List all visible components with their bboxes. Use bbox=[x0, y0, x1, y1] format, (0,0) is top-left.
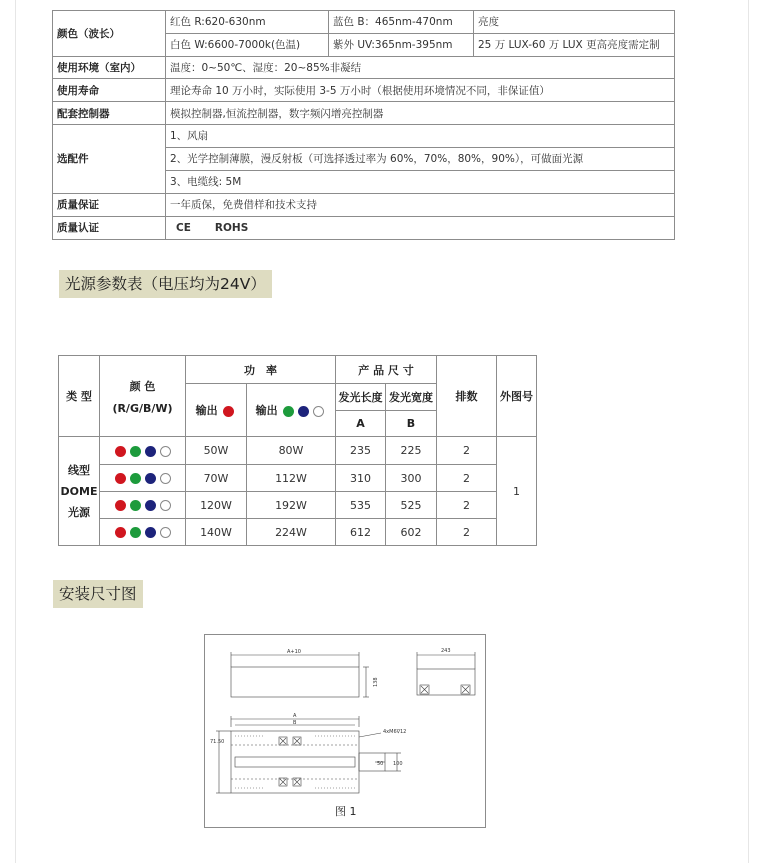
blue-dot-icon bbox=[145, 473, 156, 484]
col-color-sub: (R/G/B/W) bbox=[112, 401, 173, 415]
col-power-out1 bbox=[186, 384, 247, 437]
table-cell-p2: 80W bbox=[247, 437, 336, 465]
option-2: 2、光学控制薄膜，漫反射板（可选择透过率为 60%，70%，80%，90%），可做面光源 bbox=[166, 147, 675, 170]
col-color-label: 颜 色 bbox=[129, 379, 156, 393]
color-red: 红色 R:620-630nm bbox=[166, 11, 329, 34]
color-blue: 蓝色 B：465nm-470nm bbox=[329, 11, 474, 34]
cert-rohs: ROHS bbox=[214, 221, 249, 234]
col-fig: 外图号 bbox=[497, 356, 537, 437]
warranty-value: 一年质保，免费借样和技术支持 bbox=[166, 193, 675, 216]
env-header: 使用环境（室内） bbox=[53, 56, 166, 79]
dim-top-label: A+10 bbox=[287, 649, 301, 655]
color-header: 颜色（波长） bbox=[53, 11, 166, 57]
col-power-out2 bbox=[247, 384, 336, 437]
option-1: 1、风扇 bbox=[166, 124, 675, 147]
table-cell-p1: 50W bbox=[186, 437, 247, 465]
table-cell-b: 525 bbox=[386, 492, 437, 519]
blue-dot-icon bbox=[145, 527, 156, 538]
white-dot-icon bbox=[160, 527, 171, 538]
color-dots-row bbox=[100, 437, 186, 465]
green-dot-icon bbox=[130, 473, 141, 484]
type-cell bbox=[59, 437, 100, 546]
warranty-header: 质量保证 bbox=[53, 193, 166, 216]
dim-left-label: 71.50 bbox=[210, 739, 225, 745]
fig-no: 1 bbox=[497, 437, 537, 546]
blue-dot-icon bbox=[145, 446, 156, 457]
table-cell-a: 310 bbox=[336, 465, 386, 492]
dim-a-label: A bbox=[293, 713, 297, 719]
brightness-header: 亮度 bbox=[474, 11, 675, 34]
table-cell-n: 2 bbox=[437, 465, 497, 492]
col-len: 发光长度 bbox=[336, 384, 386, 411]
page-frame-left bbox=[15, 0, 16, 863]
table-cell-p1: 140W bbox=[186, 519, 247, 546]
table-cell-p1: 120W bbox=[186, 492, 247, 519]
col-rows: 排数 bbox=[437, 356, 497, 437]
col-type: 类 型 bbox=[59, 356, 100, 437]
install-drawing bbox=[204, 634, 486, 828]
out1-label: 输出 bbox=[195, 404, 218, 417]
white-dot-icon bbox=[160, 500, 171, 511]
brightness-value: 25 万 LUX-60 万 LUX 更高亮度需定制 bbox=[474, 33, 675, 56]
table-cell-b: 225 bbox=[386, 437, 437, 465]
table-cell-b: 300 bbox=[386, 465, 437, 492]
white-dot-icon bbox=[313, 406, 324, 417]
col-color bbox=[100, 356, 186, 437]
table-cell-a: 235 bbox=[336, 437, 386, 465]
red-dot-icon bbox=[115, 446, 126, 457]
option-3: 3、电缆线: 5M bbox=[166, 170, 675, 193]
red-dot-icon bbox=[115, 527, 126, 538]
table-cell-a: 612 bbox=[336, 519, 386, 546]
col-power: 功 率 bbox=[186, 356, 336, 384]
section-title-install: 安装尺寸图 bbox=[53, 580, 143, 608]
section-title-params: 光源参数表（电压均为24V） bbox=[59, 270, 272, 298]
col-a: A bbox=[336, 411, 386, 437]
red-dot-icon bbox=[115, 500, 126, 511]
blue-dot-icon bbox=[298, 406, 309, 417]
dim-r1-label: 50 bbox=[377, 761, 384, 767]
cert-header: 质量认证 bbox=[53, 216, 166, 239]
table-cell-p2: 192W bbox=[247, 492, 336, 519]
type-name-2: DOME bbox=[60, 484, 98, 498]
options-header: 选配件 bbox=[53, 124, 166, 193]
table-cell-a: 535 bbox=[336, 492, 386, 519]
col-size: 产 品 尺 寸 bbox=[336, 356, 437, 384]
green-dot-icon bbox=[130, 446, 141, 457]
dim-hole-label: 4xM6∇12 bbox=[383, 729, 407, 735]
color-white: 白色 W:6600-7000k(色温) bbox=[166, 33, 329, 56]
drawing-svg bbox=[205, 635, 485, 827]
color-dots-row bbox=[100, 492, 186, 519]
red-dot-icon bbox=[223, 406, 234, 417]
cert-ce: CE bbox=[176, 221, 191, 234]
blue-dot-icon bbox=[145, 500, 156, 511]
env-value: 温度：0~50℃、湿度：20~85%非凝结 bbox=[166, 56, 675, 79]
page-frame-right bbox=[748, 0, 749, 863]
top-view-body bbox=[231, 667, 359, 697]
out2-label: 输出 bbox=[255, 404, 278, 417]
col-wid: 发光宽度 bbox=[386, 384, 437, 411]
green-dot-icon bbox=[130, 500, 141, 511]
spec-table bbox=[52, 10, 675, 240]
cert-value bbox=[166, 216, 675, 239]
life-value: 理论寿命 10 万小时，实际使用 3-5 万小时（根据使用环境情况不同，非保证值） bbox=[166, 79, 675, 102]
param-table bbox=[58, 355, 537, 546]
dim-r2-label: 100 bbox=[393, 761, 403, 767]
table-cell-n: 2 bbox=[437, 519, 497, 546]
table-cell-p2: 224W bbox=[247, 519, 336, 546]
figure-caption: 图 1 bbox=[335, 805, 357, 818]
controller-header: 配套控制器 bbox=[53, 102, 166, 125]
dim-height-label: 138 bbox=[373, 677, 379, 687]
dim-side-w-label: 243 bbox=[441, 648, 451, 654]
red-dot-icon bbox=[115, 473, 126, 484]
white-dot-icon bbox=[160, 446, 171, 457]
table-cell-p2: 112W bbox=[247, 465, 336, 492]
type-name-3: 光源 bbox=[68, 505, 90, 519]
table-cell-n: 2 bbox=[437, 437, 497, 465]
dim-b-label: B bbox=[293, 720, 297, 726]
table-cell-n: 2 bbox=[437, 492, 497, 519]
table-cell-b: 602 bbox=[386, 519, 437, 546]
color-dots-row bbox=[100, 519, 186, 546]
controller-value: 模拟控制器,恒流控制器，数字频闪增亮控制器 bbox=[166, 102, 675, 125]
green-dot-icon bbox=[283, 406, 294, 417]
table-cell-p1: 70W bbox=[186, 465, 247, 492]
white-dot-icon bbox=[160, 473, 171, 484]
color-uv: 紫外 UV:365nm-395nm bbox=[329, 33, 474, 56]
color-dots-row bbox=[100, 465, 186, 492]
type-name-1: 线型 bbox=[68, 463, 90, 477]
front-view-window bbox=[235, 757, 355, 767]
col-b: B bbox=[386, 411, 437, 437]
life-header: 使用寿命 bbox=[53, 79, 166, 102]
green-dot-icon bbox=[130, 527, 141, 538]
